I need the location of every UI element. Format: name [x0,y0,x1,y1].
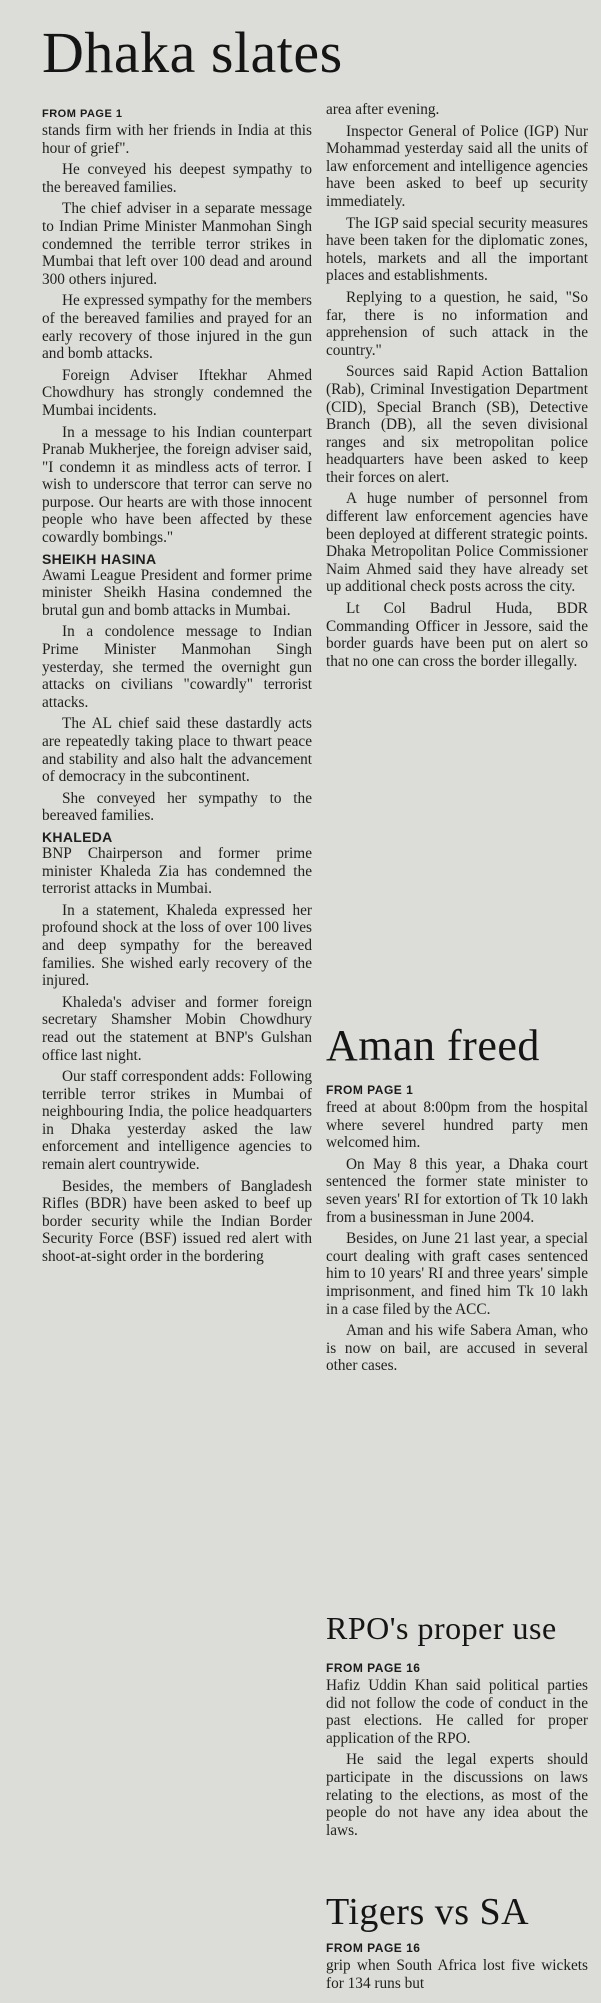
dhaka-column-left [42,108,312,1270]
subhead-sheikh-hasina: SHEIKH HASINA [42,550,157,567]
dhaka-headline: Dhaka slates [42,20,343,85]
paragraph: The AL chief said these dastardly acts are repeatedly taking place to thwart peace and stability and also halt the advancement of democracy in the subcontinent. [42,715,312,786]
paragraph: Replying to a question, he said, "So far, there is no information and apprehension of such attack in the country." [326,288,588,359]
rpo-headline: RPO's proper use [326,1610,557,1646]
paragraph: In a message to his Indian counterpart Pranab Mukherjee, the foreign adviser said, "I condemn it as mindless acts of terror. I wish to underscore that terror can serve no purpose. Our hearts are with those innocent people who have been affected by these cowardly bombings." [42,423,312,547]
paragraph: Lt Col Badrul Huda, BDR Commanding Officer in Jessore, said the border guards have been put on alert so that no one can cross the border illegally. [326,600,588,670]
paragraph: In a statement, Khaleda expressed her profound shock at the loss of over 100 lives and deep sympathy for the bereaved families. She wished early recovery of the injured. [42,901,312,990]
paragraph: She conveyed her sympathy to the bereaved families. [42,789,312,825]
paragraph: Besides, on June 21 last year, a special court dealing with graft cases sentenced him to 10 years' RI and three years' simple imprisonment, and fined him Tk 10 lakh in a case filed by the ACC. [326,1230,588,1318]
subhead-khaleda: KHALEDA [42,828,113,845]
paragraph: Awami League President and former prime minister Sheikh Hasina condemned the brutal gun and bomb attacks in Mumbai. [42,566,312,619]
paragraph: BNP Chairperson and former prime minister Khaleda Zia has condemned the terrorist attacks in Mumbai. [42,844,312,898]
paragraph: Hafiz Uddin Khan said political parties did not follow the code of conduct in the past elections. He called for proper application of the RPO. [326,1677,588,1747]
paragraph: He expressed sympathy for the members of the bereaved families and prayed for an early recovery of those injured in the gun and bomb attacks. [42,292,312,363]
paragraph: Sources said Rapid Action Battalion (Rab), Criminal Investigation Department (CID), Special Branch (SB), Detective Branch (DB), all the seven divisional ranges and six metropolitan police headquarters have been asked to keep their forces on alert. [326,363,588,486]
paragraph: Our staff correspondent adds: Following terrible terror strikes in Mumbai of neighbouring India, the police headquarters in Dhaka yesterday asked the law enforcement and intelligence agencies to remain alert countrywide. [42,1068,312,1174]
paragraph: Khaleda's adviser and former foreign secretary Shamsher Mobin Chowdhury read out the statement at BNP's Gulshan office last night. [42,993,312,1064]
paragraph: area after evening. [326,101,440,118]
tigers-article [326,1941,588,1996]
aman-jump-label: FROM PAGE 1 [326,1083,414,1097]
paragraph: A huge number of personnel from different law enforcement agencies have been deployed at different strategic points. Dhaka Metropolitan Police Commissioner Naim Ahmed said they have already set up additional check posts across the city. [326,490,588,596]
aman-headline: Aman freed [326,1021,540,1070]
paragraph: Inspector General of Police (IGP) Nur Mohammad yesterday said all the units of law enforcement and intelligence agencies have been asked to beef up security immediately. [326,122,588,210]
paragraph: stands firm with her friends in India at this hour of grief". [42,122,312,157]
paragraph: On May 8 this year, a Dhaka court sentenced the former state minister to seven years' RI for extortion of Tk 10 lakh from a businessman in June 2004. [326,1155,588,1226]
paragraph: freed at about 8:00pm from the hospital where severel hundred party men welcomed him. [326,1099,588,1152]
paragraph: In a condolence message to Indian Prime Minister Manmohan Singh yesterday, she termed the overnight gun attacks on civilians "cowardly" terrorist attacks. [42,623,312,711]
paragraph: Besides, the members of Bangladesh Rifles (BDR) have been asked to beef up border security while the Indian Border Security Force (BSF) issued red alert with shoot-at-sight order in the bordering [42,1177,312,1266]
tigers-jump-label: FROM PAGE 16 [326,1941,421,1955]
paragraph: The chief adviser in a separate message to Indian Prime Minister Manmohan Singh condemned the terrible terror strikes in Mumbai that left over 100 dead and around 300 others injured. [42,200,312,288]
rpo-article [326,1661,588,1843]
paragraph: grip when South Africa lost five wickets for 134 runs but [326,1957,588,1992]
aman-article [326,1083,588,1379]
rpo-jump-label: FROM PAGE 16 [326,1661,421,1675]
paragraph: He conveyed his deepest sympathy to the bereaved families. [42,161,312,196]
paragraph: He said the legal experts should participate in the discussions on laws relating to the elections, as most of the people do not have any idea about the laws. [326,1751,588,1839]
paragraph: Foreign Adviser Iftekhar Ahmed Chowdhury has strongly condemned the Mumbai incidents. [42,366,312,419]
paragraph: The IGP said special security measures have been taken for the diplomatic zones, hotels, markets and all the important places and establishments. [326,214,588,285]
dhaka-jump-label: FROM PAGE 1 [42,108,123,120]
paragraph: Aman and his wife Sabera Aman, who is now on bail, are accused in several other cases. [326,1322,588,1375]
dhaka-column-right [326,101,588,674]
tigers-headline: Tigers vs SA [326,1891,530,1933]
